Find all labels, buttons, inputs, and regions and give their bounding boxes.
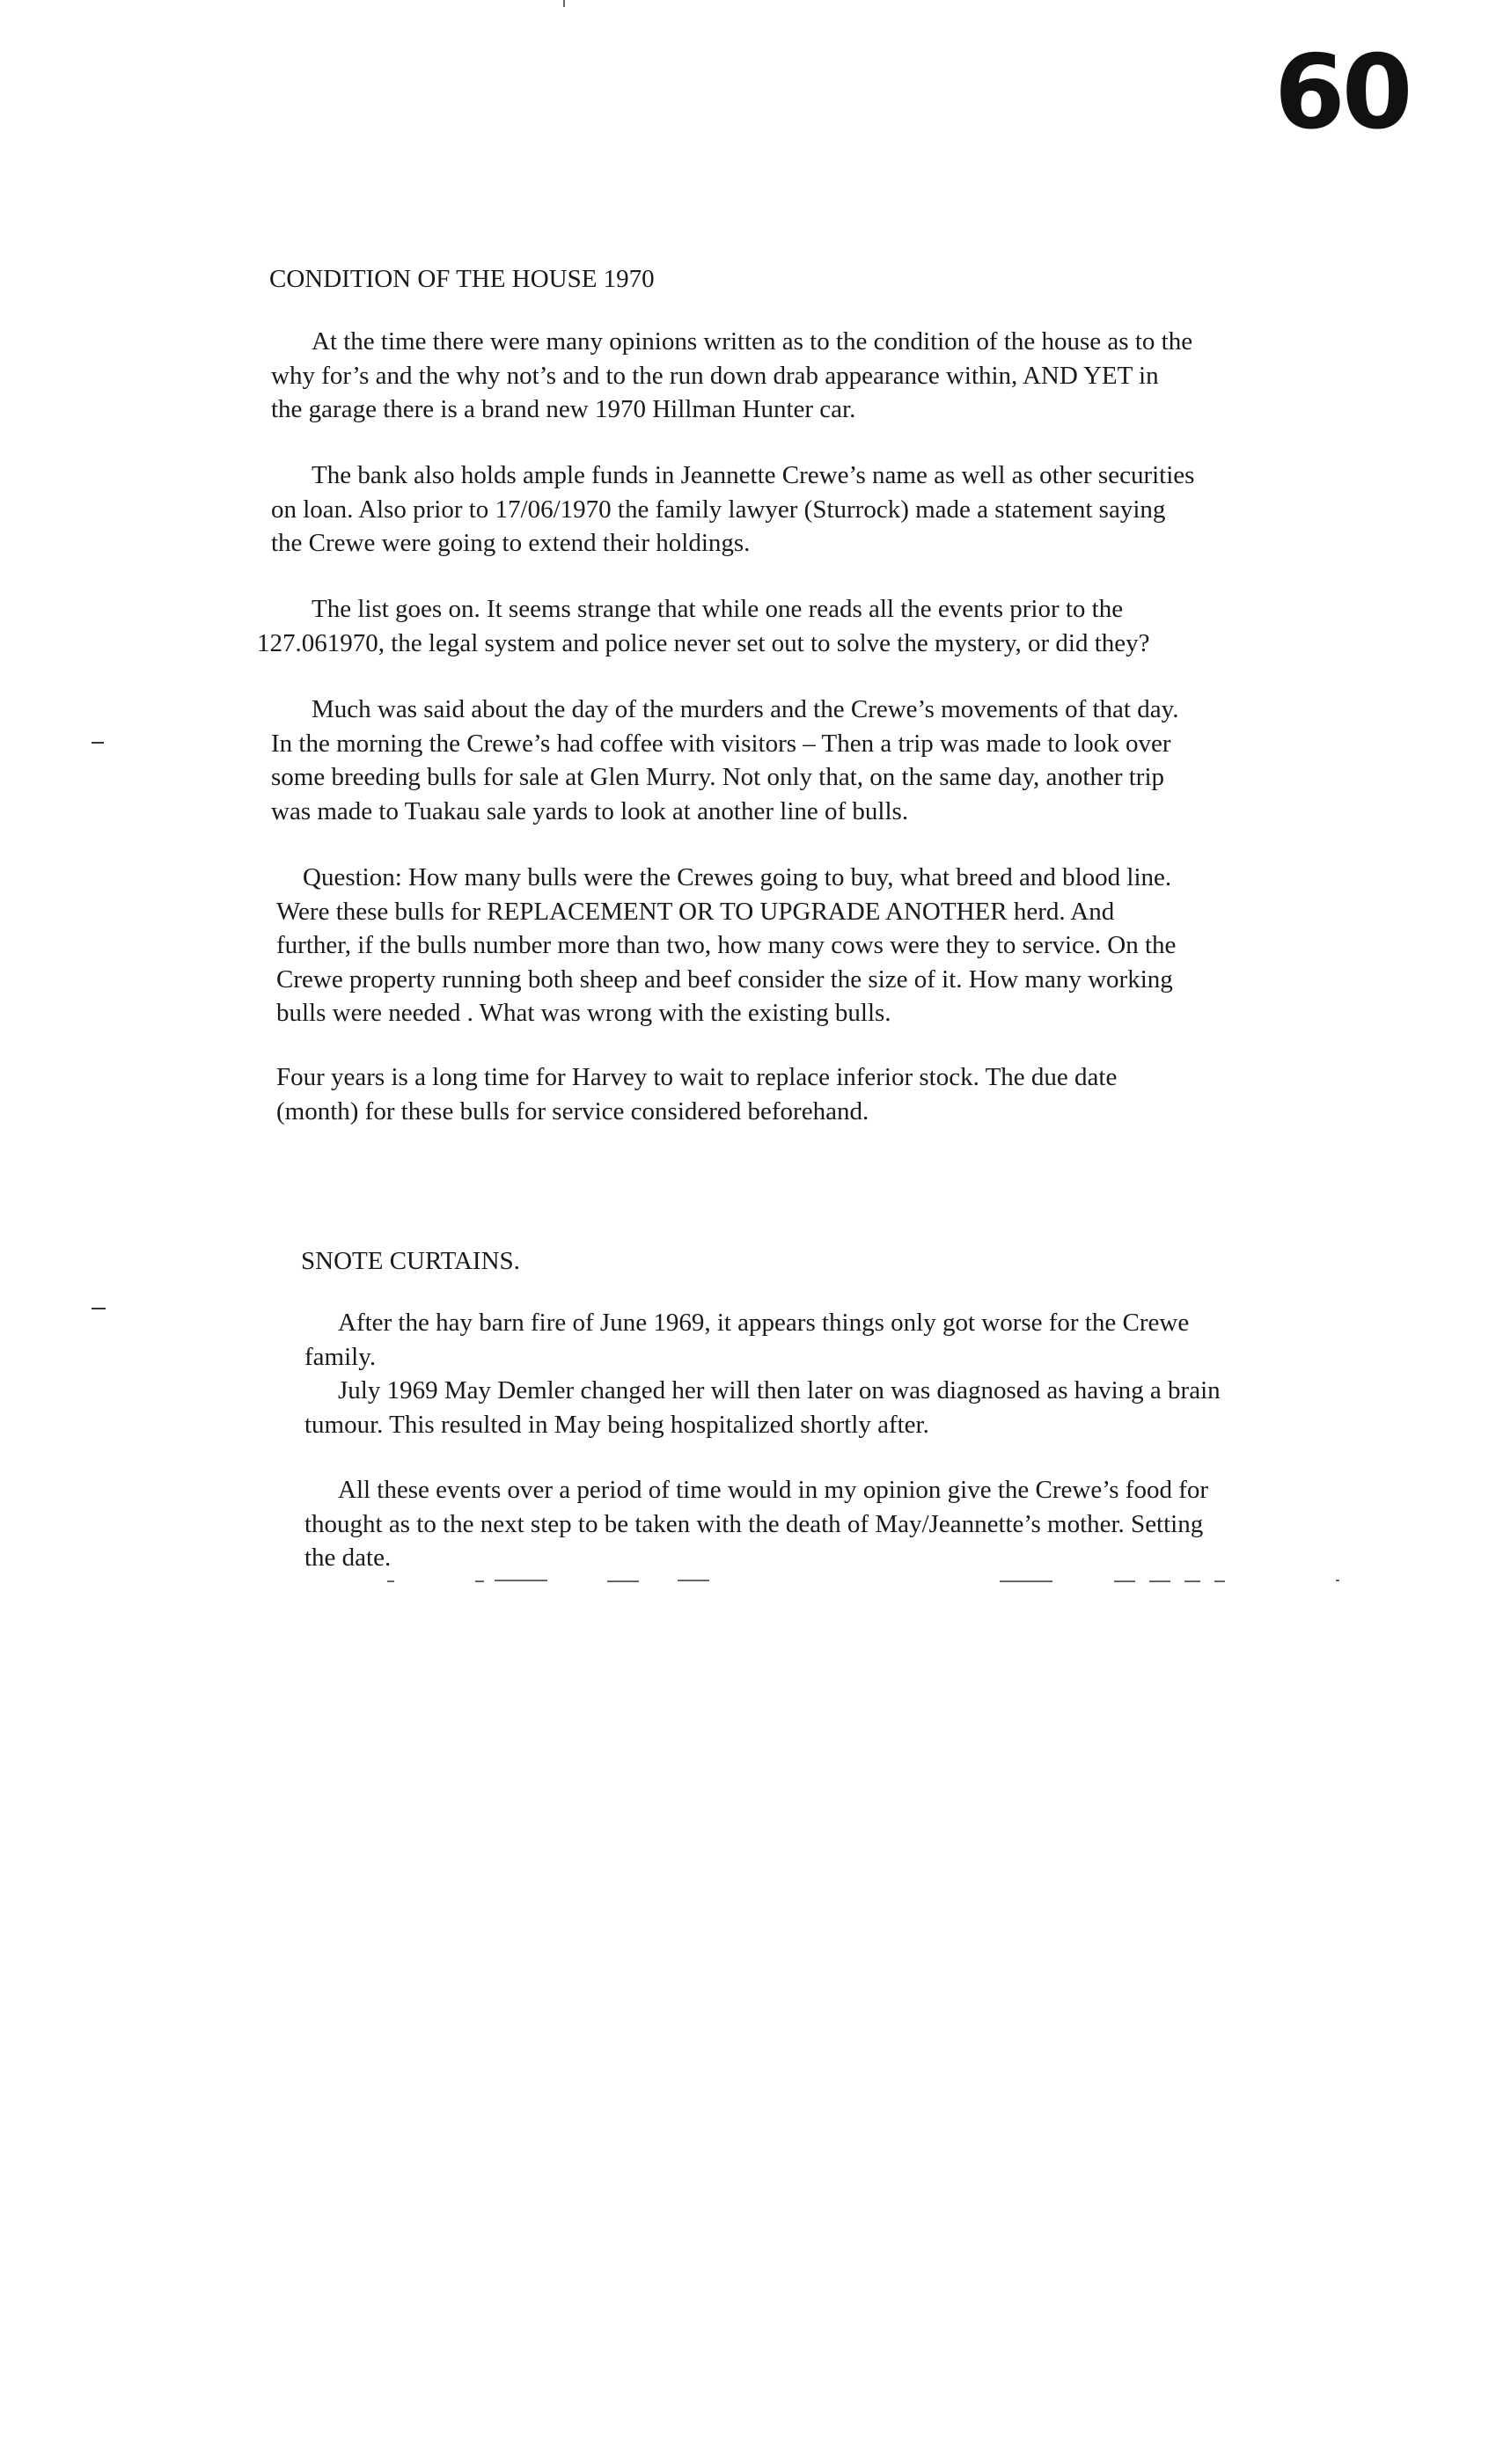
paragraph-line: the garage there is a brand new 1970 Hillman Hunter car. (271, 395, 856, 423)
paragraph-line: The bank also holds ample funds in Jeannette Crewe’s name as well as other securities (312, 461, 1195, 489)
margin-mark (92, 1308, 106, 1309)
paragraph-line: some breeding bulls for sale at Glen Murry. Not only that, on the same day, another trip (271, 763, 1165, 791)
paragraph-line: the Crewe were going to extend their holdings. (271, 529, 751, 557)
paragraph-line: Question: How many bulls were the Crewes going to buy, what breed and blood line. (303, 863, 1172, 891)
section-heading-snote-curtains: SNOTE CURTAINS. (301, 1247, 520, 1275)
paragraph-line: why for’s and the why not’s and to the run down drab appearance within, AND YET in (271, 361, 1159, 390)
scan-artifact (475, 1580, 484, 1582)
scan-artifact (1214, 1580, 1225, 1582)
scan-artifact (387, 1580, 394, 1582)
scan-artifact (1184, 1580, 1200, 1582)
paragraph-line: 127.061970, the legal system and police never set out to solve the mystery, or did they? (257, 628, 1150, 657)
paragraph-line: thought as to the next step to be taken with the death of May/Jeannette’s mother. Setting (304, 1509, 1204, 1538)
scan-artifact (563, 0, 565, 7)
paragraph-line: the date. (304, 1544, 392, 1572)
scan-artifact (1336, 1580, 1339, 1581)
paragraph-line: Crewe property running both sheep and beef consider the size of it. How many working (276, 964, 1173, 994)
paragraph-line: Four years is a long time for Harvey to wait to replace inferior stock. The due date (276, 1063, 1118, 1091)
paragraph-hay-barn-fire (304, 1306, 1221, 1441)
paragraph-bank-funds (271, 458, 1194, 561)
page-number: 60 (1274, 33, 1410, 152)
paragraph-line: July 1969 May Demler changed her will then later on was diagnosed as having a brain (338, 1376, 1221, 1404)
scan-artifact (678, 1580, 709, 1581)
paragraph-line: In the morning the Crewe’s had coffee with visitors – Then a trip was made to look over (271, 729, 1171, 758)
paragraph-line: bulls were needed . What was wrong with the existing bulls. (276, 999, 891, 1027)
paragraph-list-goes-on (257, 592, 1150, 660)
paragraph-line: family. (304, 1342, 377, 1371)
section-heading-condition-of-house: CONDITION OF THE HOUSE 1970 (269, 265, 655, 293)
scan-artifact (495, 1580, 547, 1581)
paragraph-line: Were these bulls for REPLACEMENT OR TO UPGRADE ANOTHER herd. And (276, 897, 1115, 926)
scan-artifact (1114, 1580, 1135, 1582)
paragraph-line: After the hay barn fire of June 1969, it appears things only got worse for the Crewe (338, 1309, 1190, 1337)
paragraph-line: was made to Tuakau sale yards to look at another line of bulls. (271, 796, 909, 825)
scan-artifact (1000, 1580, 1052, 1582)
paragraph-house-condition (271, 325, 1192, 427)
paragraph-line: All these events over a period of time would in my opinion give the Crewe’s food for (338, 1476, 1209, 1504)
paragraph-line: The list goes on. It seems strange that while one reads all the events prior to the (312, 595, 1124, 623)
paragraph-line: further, if the bulls number more than two, how many cows were they to service. On the (276, 931, 1177, 959)
paragraph-line: At the time there were many opinions written as to the condition of the house as to the (312, 327, 1193, 356)
paragraph-day-of-murders (271, 693, 1178, 828)
paragraph-four-years (276, 1060, 1117, 1128)
scan-artifact (607, 1580, 639, 1582)
paragraph-line: on loan. Also prior to 17/06/1970 the family lawyer (Sturrock) made a statement saying (271, 495, 1166, 524)
paragraph-line: Much was said about the day of the murders and the Crewe’s movements of that day. (312, 695, 1179, 723)
margin-mark (92, 742, 104, 744)
paragraph-question-bulls (276, 861, 1176, 1030)
paragraph-all-these-events (304, 1473, 1208, 1575)
paragraph-line: (month) for these bulls for service considered beforehand. (276, 1096, 869, 1126)
paragraph-line: tumour. This resulted in May being hospitalized shortly after. (304, 1410, 929, 1439)
scan-artifact (1149, 1580, 1170, 1582)
